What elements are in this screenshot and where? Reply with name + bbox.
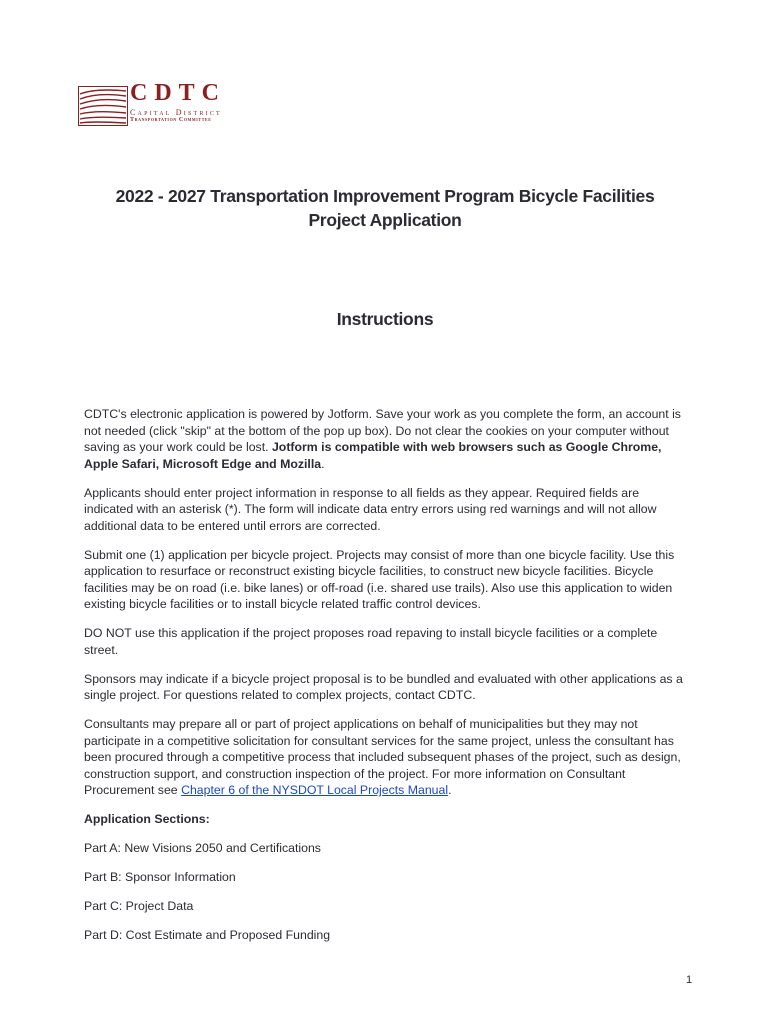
paragraph-submit-one: Submit one (1) application per bicycle project. Projects may consist of more than one bicycle facility. Use this application to resurface or reconstruct existing bicycle facilities, to construct new bicycle facilities. Bicycle facilities may be on road (i.e. bike lanes) or off-road (i.e. shared use trails). Also use this application to widen existing bicycle facilities or to install bicycle related traffic control devices. xyxy=(84,547,675,611)
title-line-2: Project Application xyxy=(308,210,462,230)
document-title xyxy=(60,184,710,232)
paragraph-required-fields: Applicants should enter project information in response to all fields as they appear. Required fields are indicated with an asterisk (*). The form will indicate data entry errors using red warnings and will not allow additional data to be entered until errors are corrected. xyxy=(84,485,657,533)
title-line-1: 2022 - 2027 Transportation Improvement Program Bicycle Facilities xyxy=(115,186,655,206)
browser-compat-note: Jotform is compatible with web browsers such as Google Chrome, Apple Safari, Microsoft Edge and Mozilla xyxy=(84,440,662,471)
section-item-part-d: Part D: Cost Estimate and Proposed Funding xyxy=(84,928,331,942)
section-item-part-c: Part C: Project Data xyxy=(84,899,194,913)
section-item-part-a: Part A: New Visions 2050 and Certifications xyxy=(84,841,321,855)
logo-line-2: Transportation Committee xyxy=(130,117,212,123)
cdtc-logo xyxy=(78,82,228,128)
section-item-part-b: Part B: Sponsor Information xyxy=(84,870,236,884)
paragraph-consultants-end: . xyxy=(448,783,452,797)
logo-letters: CDTC xyxy=(130,80,227,106)
instructions-heading: Instructions xyxy=(336,309,434,329)
logo-line-1: Capital District xyxy=(130,108,222,117)
page-number: 1 xyxy=(686,974,693,986)
paragraph-jotform-text: CDTC's electronic application is powered by Jotform. Save your work as you complete the form, an account is not needed (click "skip" at the bottom of the pop up box). Do not clear the cookies on your computer without saving as your work could be lost. xyxy=(84,407,681,454)
paragraph-do-not-use: DO NOT use this application if the project proposes road repaving to install bicycle facilities or a complete street. xyxy=(84,626,658,657)
paragraph-jotform xyxy=(84,406,690,472)
paragraph-bundling: Sponsors may indicate if a bicycle project proposal is to be bundled and evaluated with other applications as a single project. For questions related to complex projects, contact CDTC. xyxy=(84,671,683,702)
nysdot-manual-link[interactable]: Chapter 6 of the NYSDOT Local Projects Manual xyxy=(181,783,449,797)
road-lines-logo-icon xyxy=(78,86,128,126)
sections-title: Application Sections: xyxy=(84,812,210,826)
instructions-body xyxy=(84,406,690,956)
paragraph-consultants xyxy=(84,716,690,799)
paragraph-jotform-end: . xyxy=(321,456,325,471)
paragraph-consultants-text: Consultants may prepare all or part of project applications on behalf of municipalities but they may not participate in a competitive solicitation for consultant services for the same project, unless the consultant has been procured through a competitive process that included subsequent phases of the project, such as design, construction support, and construction inspection of the project. For more information on Consultant Procurement see xyxy=(84,717,681,797)
